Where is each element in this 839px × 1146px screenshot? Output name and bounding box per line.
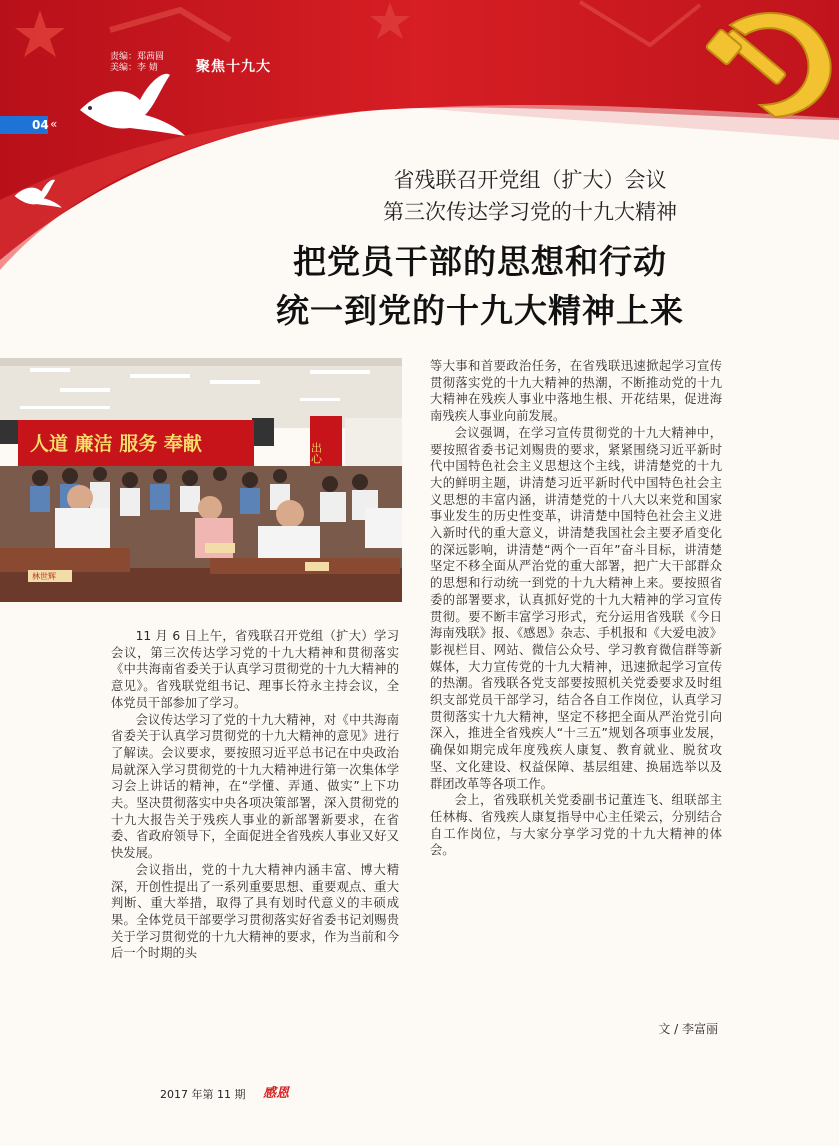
editor-credit: 责编：郑茜圆	[110, 52, 165, 62]
article-paragraph: 会上，省残联机关党委副书记董连飞、组联部主任林梅、省残疾人康复指导中心主任梁云，分别结合自工作岗位，与大家分享学习党的十九大精神的体会。	[430, 793, 722, 858]
photo-nameplate: 林世辉	[32, 572, 56, 581]
article-paragraph: 11 月 6 日上午，省残联召开党组（扩大）学习会议，第三次传达学习党的十九大精神和贯彻落实《中共海南省委关于认真学习贯彻党的十九大精神的意见》。省残联党组书记、理事长符永主持会议，全体党员干部参加了学习。	[111, 629, 399, 710]
editor-credits	[110, 52, 164, 74]
footer-issue: 2017 年第 11 期	[160, 1088, 246, 1101]
article-subtitle-line-2: 第三次传达学习党的十九大精神	[383, 200, 677, 224]
photo-side-banner-text: 出心	[309, 442, 323, 464]
article-body-right-column	[430, 358, 722, 859]
section-title: 聚焦十九大	[196, 59, 271, 75]
header-banner	[0, 0, 839, 270]
banner-graphic	[0, 0, 839, 270]
article-paragraph: 会议指出，党的十九大精神内涵丰富、博大精深，开创性提出了一系列重要思想、重要观点、重大判断、重大举措，取得了具有划时代意义的丰硕成果。全体党员干部要学习贯彻落实好省委书记刘赐贵关于学习贯彻党的十九大精神的要求，作为当前和今后一个时期的头	[111, 862, 399, 961]
article-subtitle-line-1: 省残联召开党组（扩大）会议	[393, 168, 667, 192]
article-paragraph: 会议传达学习了党的十九大精神，对《中共海南省委关于认真学习贯彻党的十九大精神的意见》进行了解读。会议要求，要按照习近平总书记在中央政治局就深入学习贯彻党的十九大精神进行第一次集体学习会上讲话的精神，在“学懂、弄通、做实”上下功夫。坚决贯彻落实中央各项决策部署，深入贯彻党的十九大报告关于残疾人事业的新部署新要求，在省委、省政府领导下，全面促进全省残疾人事业又好又快发展。	[111, 712, 399, 861]
article-paragraph: 会议强调，在学习宣传贯彻党的十九大精神中，要按照省委书记刘赐贵的要求，紧紧围绕习近平新时代中国特色社会主义思想这个主线，讲清楚党的十九大的鲜明主题，讲清楚习近平新时代中国特色社会主义思想的丰富内涵，讲清楚党的十八大以来党和国家事业发生的历史性变革，讲清楚中国特色社会主义进入新时代的重大意义，讲清楚我国社会主要矛盾变化的深远影响，讲清楚“两个一百年”奋斗目标，讲清楚坚定不移全面从严治党的重大部署，把广大干部群众的思想和行动统一到党的十九大精神上来。要按照省委的部署要求，认真抓好党的十九大精神的学习宣传贯彻。要不断丰富学习形式，充分运用省残联《今日海南残联》报、《感恩》杂志、手机报和《大爱电波》影视栏目、网站、微信公众号、学习教育微信群等新媒体，大力宣传党的十九大精神，迅速掀起学习宣传的热潮。省残联各党支部要按照机关党委要求及时组织支部党员干部学习，结合各自工作岗位，认真学习贯彻落实十九大精神，坚定不移把全面从严治党引向深入，推进全省残疾人“十三五”规划各项事业发展，确保如期完成年度残疾人康复、教育就业、脱贫攻坚、文化建设、权益保障、基层组建、换届选举以及群团改革等各项工作。	[430, 425, 722, 791]
designer-credit: 美编：李 婧	[110, 63, 158, 73]
magazine-logo: 感恩	[263, 1086, 290, 1101]
article-body-left-column	[111, 628, 399, 962]
meeting-photo	[0, 358, 402, 602]
photo-banner-text: 人道 廉洁 服务 奉献	[30, 433, 202, 455]
article-author: 文 / 李富丽	[658, 1022, 718, 1036]
meeting-photo-graphic	[0, 358, 402, 602]
page-arrows-icon: «	[50, 117, 58, 131]
article-headline-line-2: 统一到党的十九大精神上来	[276, 291, 684, 330]
article-paragraph-continuation: 等大事和首要政治任务，在省残联迅速掀起学习宣传贯彻落实党的十九大精神的热潮，不断推动党的十九大精神在残疾人事业中落地生根、开花结果，促进海南残疾人事业向前发展。	[430, 359, 722, 424]
article-headline-line-1: 把党员干部的思想和行动	[293, 242, 667, 281]
page-number: 04	[32, 118, 49, 132]
